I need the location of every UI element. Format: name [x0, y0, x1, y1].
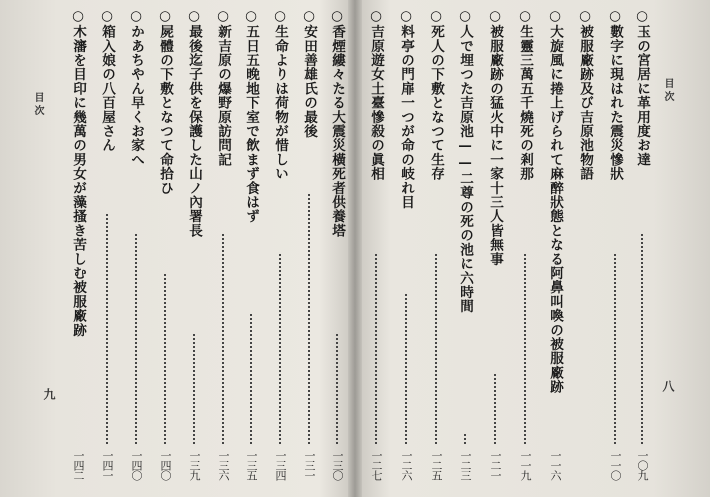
toc-entry-title: ○料亭の門扉一つが命の岐れ目 [398, 8, 414, 210]
toc-page-number: 一二三 [459, 450, 472, 480]
toc-entry-title: ○死人の下敷となつて生存 [428, 8, 444, 181]
leader-dots [405, 294, 407, 444]
toc-page-number: 一三一 [303, 450, 316, 480]
left-entry [184, 8, 204, 496]
left-entry [155, 8, 175, 496]
left-entry [270, 8, 290, 496]
toc-entry-title: ○生命よりは荷物が惜しい [272, 8, 288, 181]
leader-dots [164, 274, 166, 444]
toc-entry-title: ○香煙縷々たる大震災橫死者供養塔 [329, 8, 345, 238]
toc-page-number: 一二六 [400, 450, 413, 480]
toc-page-number: 一〇九 [636, 450, 649, 480]
toc-entry-title: ○かあちやん早くお家へ [128, 8, 144, 167]
toc-page-number: 一三六 [217, 450, 230, 480]
toc-page-number: 一一六 [549, 450, 562, 480]
toc-entry-title: ○玉の宮居に革用度お達 [634, 8, 650, 167]
left-entry [68, 8, 88, 496]
toc-page-number: 一一〇 [609, 450, 622, 480]
leader-dots [336, 334, 338, 444]
leader-dots [308, 194, 310, 444]
toc-entry-title: ○安田善雄氏の最後 [301, 8, 317, 139]
toc-page-number: 一一九 [519, 450, 532, 480]
left-entry [327, 8, 347, 496]
right-entry [545, 8, 565, 496]
toc-page-number: 一三四 [274, 450, 287, 480]
folio-left: 九 [42, 388, 56, 400]
toc-entry-title: ○木瀋を目印に幾萬の男女が藻搔き苦しむ被服廠跡 [70, 8, 86, 337]
left-entry [97, 8, 117, 496]
leader-dots [222, 234, 224, 444]
left-entry [299, 8, 319, 496]
left-entry [213, 8, 233, 496]
toc-page-number: 一三九 [188, 450, 201, 480]
leader-dots [464, 434, 466, 444]
leader-dots [614, 254, 616, 444]
leader-dots [106, 214, 108, 444]
toc-page-number: 一四二 [72, 450, 85, 480]
toc-entry-title: ○最後迄子供を保護した山ノ內署長 [186, 8, 202, 238]
right-entry [455, 8, 475, 496]
toc-page-number: 一二七 [370, 450, 383, 480]
leader-dots [279, 254, 281, 444]
toc-entry-title: ○被服廠跡の猛火中に一家十三人皆無事 [487, 8, 503, 266]
toc-page-number: 一四一 [101, 450, 114, 480]
running-head-right: 目次 [662, 78, 673, 104]
right-entry [632, 8, 652, 496]
left-entry [126, 8, 146, 496]
right-entry [426, 8, 446, 496]
toc-page-number: 一三五 [245, 450, 258, 480]
toc-entry-title: ○大旋風に捲上げられて麻醉狀態となる阿鼻叫喚の被服廠跡 [547, 8, 563, 394]
toc-page-number: 一二五 [430, 450, 443, 480]
toc-entry-title: ○數字に現はれた震災慘狀 [607, 8, 623, 181]
toc-page-number: 一四〇 [130, 450, 143, 480]
toc-entry-title: ○吉原遊女土臺慘殺の眞相 [368, 8, 384, 181]
leader-dots [135, 234, 137, 444]
leader-dots [524, 254, 526, 444]
running-head-left: 目次 [32, 92, 43, 118]
toc-entry-title: ○被服廠跡及び吉原池物語 [577, 8, 593, 181]
toc-entry-title: ○箱入娘の八百屋さん [99, 8, 115, 153]
right-entry [485, 8, 505, 496]
toc-entry-title: ○五日五晚地下室で飲まず食はず [243, 8, 259, 224]
toc-entry-title: ○人で埋つた吉原池——二尊の死の池に六時間 [457, 8, 473, 314]
toc-page-number: 一二一 [489, 450, 502, 480]
leader-dots [250, 314, 252, 444]
leader-dots [435, 254, 437, 444]
right-entry [605, 8, 625, 496]
leader-dots [193, 334, 195, 444]
leader-dots [641, 234, 643, 444]
toc-entry-title: ○新吉原の爆野原訪問記 [215, 8, 231, 167]
toc-page-number: 一四〇 [159, 450, 172, 480]
right-entry [575, 8, 595, 496]
right-entry [366, 8, 386, 496]
leader-dots [494, 374, 496, 444]
toc-page-number: 一三〇 [331, 450, 344, 480]
left-entry [241, 8, 261, 496]
right-entry [396, 8, 416, 496]
book-gutter [348, 0, 362, 497]
toc-entry-title: ○屍體の下敷となつて命拾ひ [157, 8, 173, 195]
folio-right: 八 [661, 380, 675, 392]
right-entry [515, 8, 535, 496]
leader-dots [375, 254, 377, 444]
toc-entry-title: ○生靈三萬五千燒死の剎那 [517, 8, 533, 181]
